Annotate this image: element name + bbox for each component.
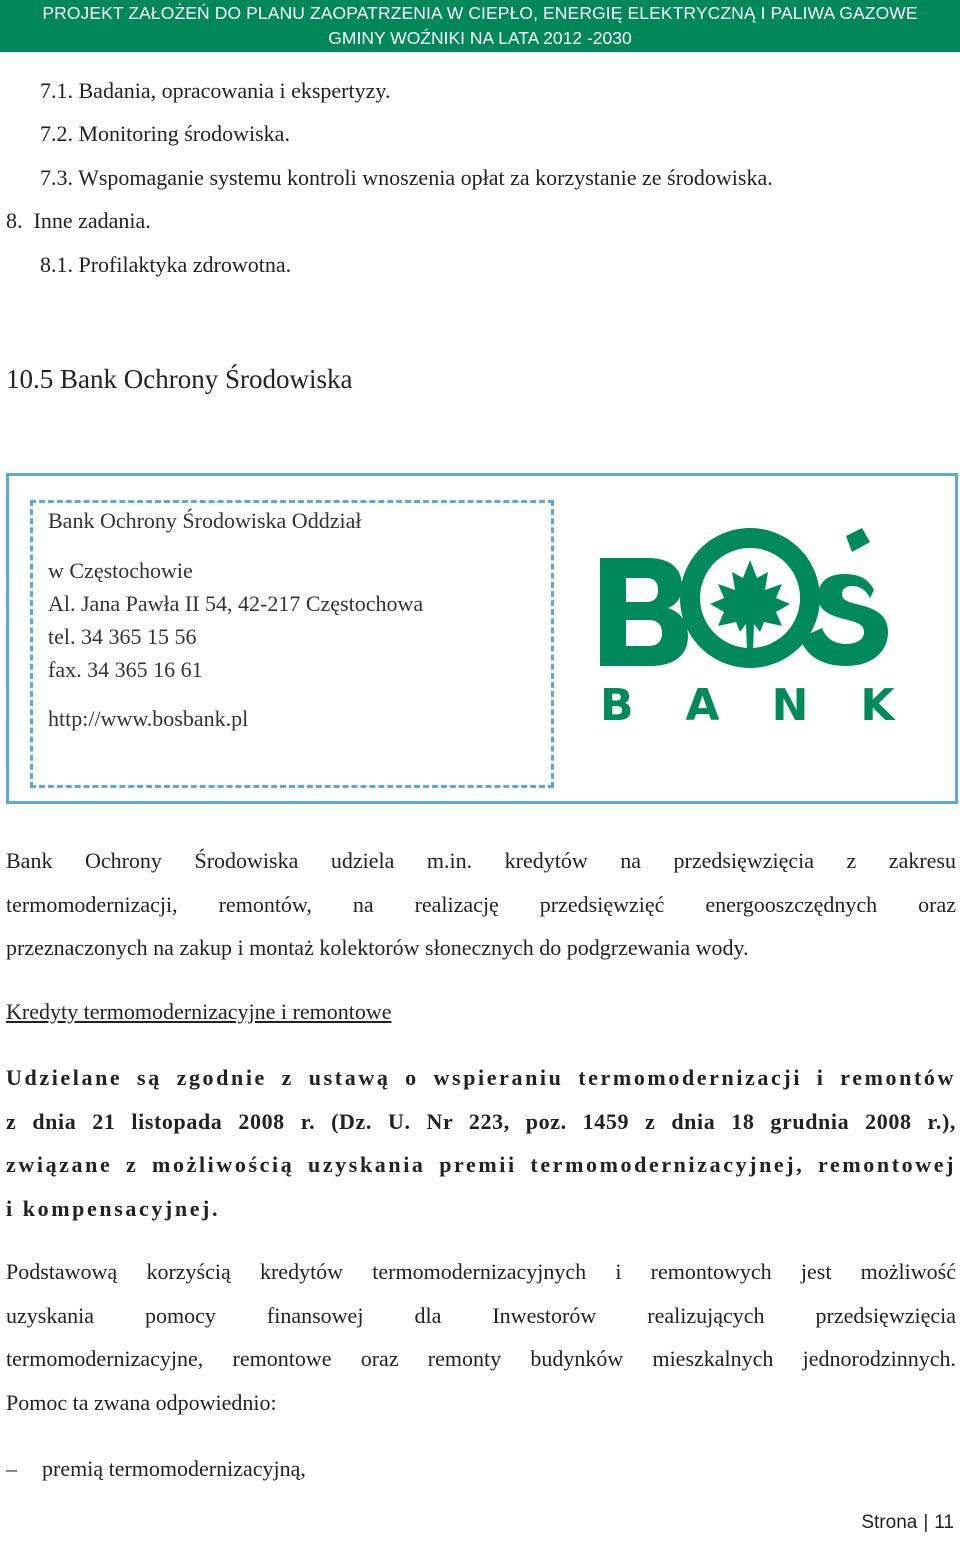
- paragraph-line: Udzielane są zgodnie z ustawą o wspieraniu termomodernizacji i remontów: [6, 1065, 956, 1090]
- paragraph-line: termomodernizacji, remontów, na realizację przedsięwzięć energooszczędnych oraz: [6, 891, 956, 917]
- subheading-credits: Kredyty termomodernizacyjne i remontowe: [6, 999, 392, 1024]
- paragraph-line: Bank Ochrony Środowiska udziela m.in. kredytów na przedsięwzięcia z zakresu: [6, 848, 956, 873]
- page-footer: [861, 1512, 954, 1534]
- bank-name: Bank Ochrony Środowiska Oddział: [48, 508, 362, 533]
- paragraph-bank-credits: [6, 839, 956, 970]
- bank-address: Al. Jana Pawła II 54, 42-217 Częstochowa: [48, 591, 424, 616]
- bank-fax: fax. 34 365 16 61: [48, 657, 203, 682]
- bullet-item: premią termomodernizacyjną,: [42, 1456, 306, 1481]
- maple-leaf-icon: [710, 560, 790, 652]
- paragraph-line: i kompensacyjnej.: [6, 1195, 221, 1221]
- list-item: 7.2. Monitoring środowiska.: [40, 121, 290, 146]
- paragraph-line: przeznaczonych na zakup i montaż kolektorów słonecznych do podgrzewania wody.: [6, 935, 749, 960]
- list-item: 8.1. Profilaktyka zdrowotna.: [40, 252, 292, 277]
- bos-bank-logo: [596, 528, 947, 731]
- bullet-dash: –: [6, 1456, 17, 1481]
- bank-tel: tel. 34 365 15 56: [48, 624, 197, 649]
- paragraph-line: Pomoc ta zwana odpowiednio:: [6, 1389, 277, 1415]
- bank-url[interactable]: http://www.bosbank.pl: [48, 706, 249, 731]
- paragraph-legal-basis: [6, 1056, 956, 1230]
- paragraph-line: Podstawową korzyścią kredytów termomodernizacyjnych i remontowych jest możliwość: [6, 1259, 956, 1284]
- header-title-line1: PROJEKT ZAŁOŻEŃ DO PLANU ZAOPATRZENIA W CIEPŁO, ENERGIĘ ELEKTRYCZNĄ I PALIWA GAZOWE: [42, 3, 918, 23]
- paragraph-line: uzyskania pomocy finansowej dla Inwestorów realizujących przedsięwzięcia: [6, 1302, 956, 1328]
- paragraph-line: z dnia 21 listopada 2008 r. (Dz. U. Nr 223, poz. 1459 z dnia 18 grudnia 2008 r.),: [6, 1108, 956, 1134]
- logo-letter-b: [600, 558, 688, 666]
- list-item: 8. Inne zadania.: [6, 208, 151, 233]
- footer-label: Strona: [861, 1512, 918, 1533]
- paragraph-line: związane z możliwością uzyskania premii termomodernizacyjnej, remontowej: [6, 1152, 956, 1177]
- list-item: 7.1. Badania, opracowania i ekspertyzy.: [40, 78, 391, 103]
- list-item: 7.3. Wspomaganie systemu kontroli wnoszenia opłat za korzystanie ze środowiska.: [40, 165, 773, 190]
- logo-bank-text: BANK: [600, 680, 947, 731]
- page-header: [0, 0, 960, 52]
- header-title-line2: GMINY WOŹNIKI NA LATA 2012 -2030: [328, 28, 632, 48]
- section-heading: 10.5 Bank Ochrony Środowiska: [6, 364, 353, 394]
- bank-city: w Częstochowie: [48, 558, 193, 583]
- page-number: 11: [934, 1512, 954, 1533]
- logo-acute-accent: [846, 528, 870, 552]
- paragraph-line: termomodernizacyjne, remontowe oraz remonty budynków mieszkalnych jednorodzinnych.: [6, 1346, 956, 1371]
- footer-separator: |: [923, 1512, 929, 1533]
- paragraph-benefits: [6, 1250, 956, 1424]
